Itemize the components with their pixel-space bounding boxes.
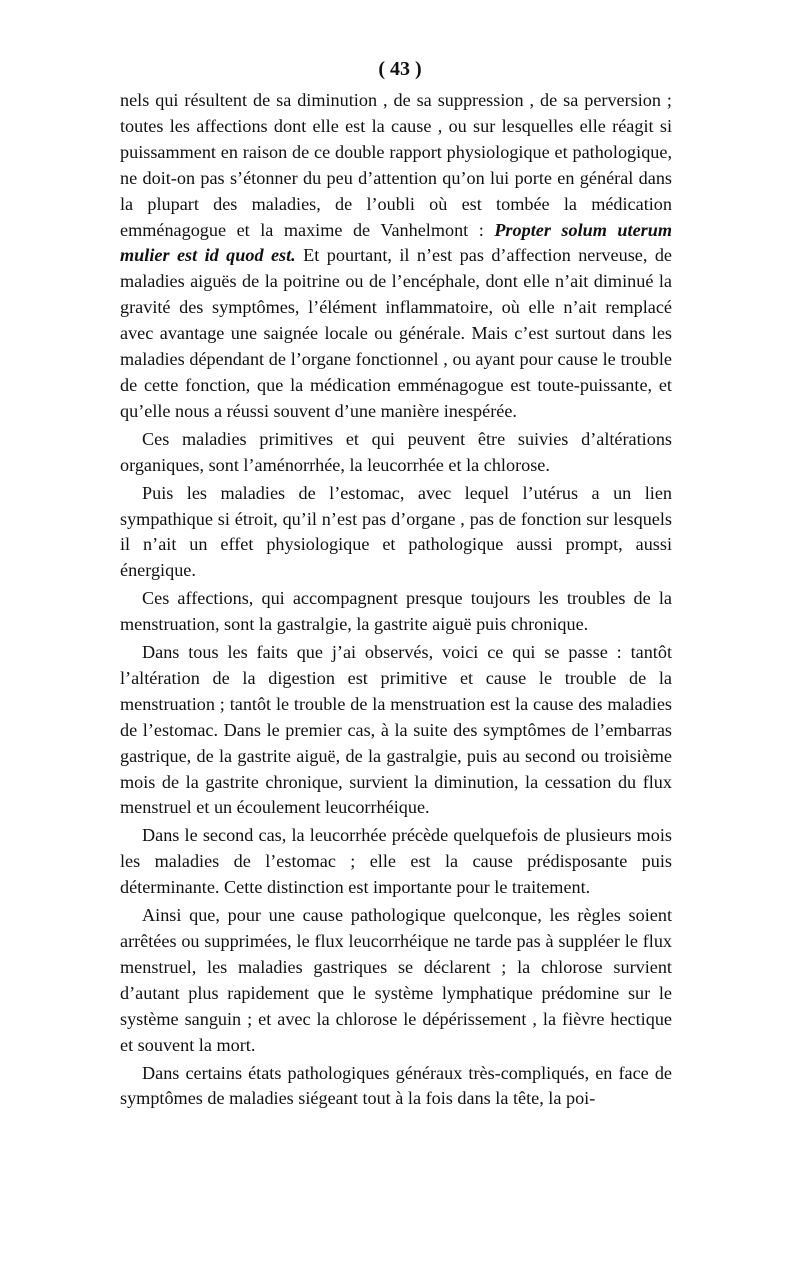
paragraph-8: Dans certains états pathologiques généraux très-compliqués, en face de symptômes de maladies siégeant tout à la fois dans la tête, la poi- bbox=[120, 1062, 672, 1109]
page-number: ( 43 ) bbox=[378, 58, 422, 80]
paragraph-2: Ces maladies primitives et qui peuvent être suivies d’altérations organiques, sont l’aménorrhée, la leucorrhée et la chlorose. bbox=[120, 428, 672, 475]
paragraph-1-text-b: Et pourtant, il n’est pas d’affection nerveuse, de maladies aiguës de la poitrine ou de l’encéphale, dont elle n’ait diminué la gravité des symptômes, l’élément inflammatoire, où elle n’ait remplacé avec avantage une saignée locale ou générale. Mais c’est surtout dans les maladies dépendant de l’organe fonctionnel , ou ayant pour cause le trouble de cette fonction, que la médication emménagogue est toute-puissante, et qu’elle nous a réussi souvent d’une manière inespérée. bbox=[120, 245, 672, 421]
paragraph-4: Ces affections, qui accompagnent presque toujours les troubles de la menstruation, sont la gastralgie, la gastrite aiguë puis chronique. bbox=[120, 588, 672, 635]
paragraph-1 bbox=[120, 88, 672, 425]
page-body-text bbox=[120, 88, 672, 1112]
paragraph-6: Dans le second cas, la leucorrhée précède quelquefois de plusieurs mois les maladies de l’estomac ; elle est la cause prédisposante puis déterminante. Cette distinction est importante pour le traitement. bbox=[120, 825, 672, 898]
paragraph-3: Puis les maladies de l’estomac, avec lequel l’utérus a un lien sympathique si étroit, qu’il n’est pas d’organe , pas de fonction sur lesquels il n’ait un effet physiologique et pathologique aussi prompt, aussi énergique. bbox=[120, 482, 672, 581]
paragraph-7: Ainsi que, pour une cause pathologique quelconque, les règles soient arrêtées ou supprimées, le flux leucorrhéique ne tarde pas à suppléer le flux menstruel, les maladies gastriques se déclarent ; la chlorose survient d’autant plus rapidement que le système lymphatique prédomine sur le système sanguin ; et avec la chlorose le dépérissement , la fièvre hectique et souvent la mort. bbox=[120, 905, 672, 1055]
latin-maxim-quote: Propter solum uterum mulier est id quod est. bbox=[120, 219, 672, 266]
paragraph-5: Dans tous les faits que j’ai observés, voici ce qui se passe : tantôt l’altération de la digestion est primitive et cause le trouble de la menstruation ; tantôt le trouble de la menstruation est la cause des maladies de l’estomac. Dans le premier cas, à la suite des symptômes de l’embarras gastrique, de la gastrite aiguë, de la gastralgie, puis au second ou troisième mois de la gastrite chronique, survient la diminution, la cessation du flux menstruel et un écoulement leucorrhéique. bbox=[120, 642, 672, 818]
paragraph-1-text-a: nels qui résultent de sa diminution , de sa suppression , de sa perversion ; toutes les affections dont elle est la cause , ou sur lesquelles elle réagit si puissamment en raison de ce double rapport physiologique et pathologique, ne doit-on pas s’étonner du peu d’attention qu’on lui porte en général dans la plupart des maladies, de l’oubli où est tombée la médication emménagogue et la maxime de Vanhelmont : bbox=[120, 90, 672, 240]
